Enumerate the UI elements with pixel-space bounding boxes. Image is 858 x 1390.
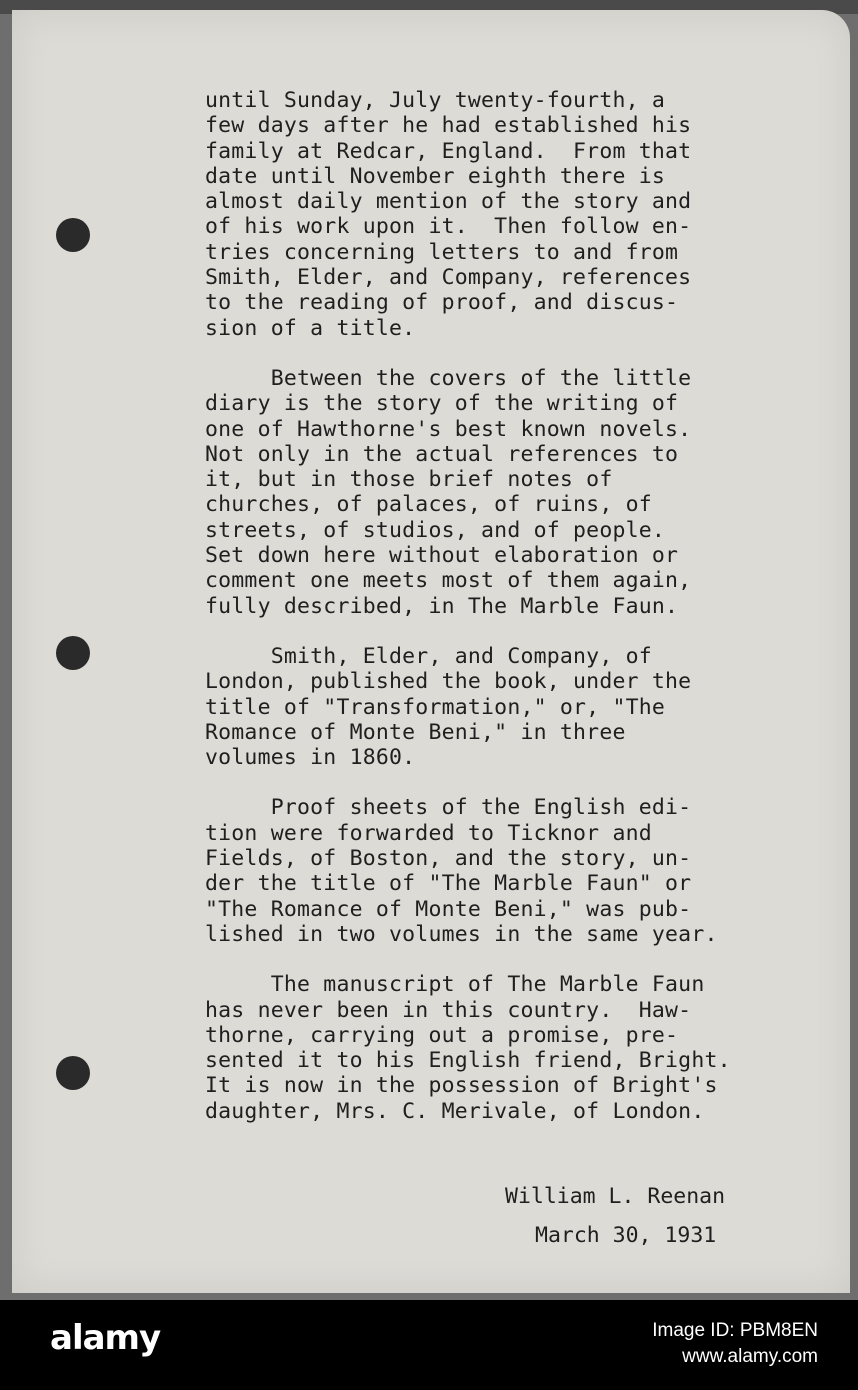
- image-id: Image ID: PBM8EN: [652, 1320, 818, 1341]
- signature-date: March 30, 1931: [535, 1223, 717, 1248]
- paragraph: The manuscript of The Marble Faun has never been in this country. Haw- thorne, carrying out a promise, pre- sented it to his English friend, Bright. It is now in the possession of Bright's daughter, Mrs. C. Merivale, of London.: [205, 972, 731, 1124]
- binder-hole: [56, 1056, 90, 1090]
- paragraph: Smith, Elder, and Company, of London, published the book, under the title of "Transformation," or, "The Romance of Monte Beni," in three volumes in 1860.: [205, 643, 692, 771]
- paragraph: until Sunday, July twenty-fourth, a few days after he had established his family at Redcar, England. From that date until November eighth there is almost daily mention of the story and of his work upon it. Then follow en- tries concerning letters to and from Smith, Elder, and Company, references to the reading of proof, and discus- sion of a title.: [205, 88, 692, 341]
- body-text: [205, 88, 815, 1149]
- paragraph: Between the covers of the little diary is the story of the writing of one of Hawthorne's best known novels. Not only in the actual references to it, but in those brief notes of churches, of palaces, of ruins, of streets, of studios, and of people. Set down here without elaboration or comment one meets most of them again, fully described, in The Marble Faun.: [205, 365, 692, 619]
- signature: William L. Reenan: [505, 1184, 726, 1209]
- alamy-logo: alamy: [50, 1318, 161, 1358]
- binder-hole: [56, 636, 90, 670]
- binder-hole: [56, 218, 90, 252]
- paragraph: Proof sheets of the English edi- tion were forwarded to Ticknor and Fields, of Boston, and the story, un- der the title of "The Marble Faun" or "The Romance of Monte Beni," was pub- lished in two volumes in the same year.: [205, 795, 718, 947]
- site-url: www.alamy.com: [682, 1346, 818, 1367]
